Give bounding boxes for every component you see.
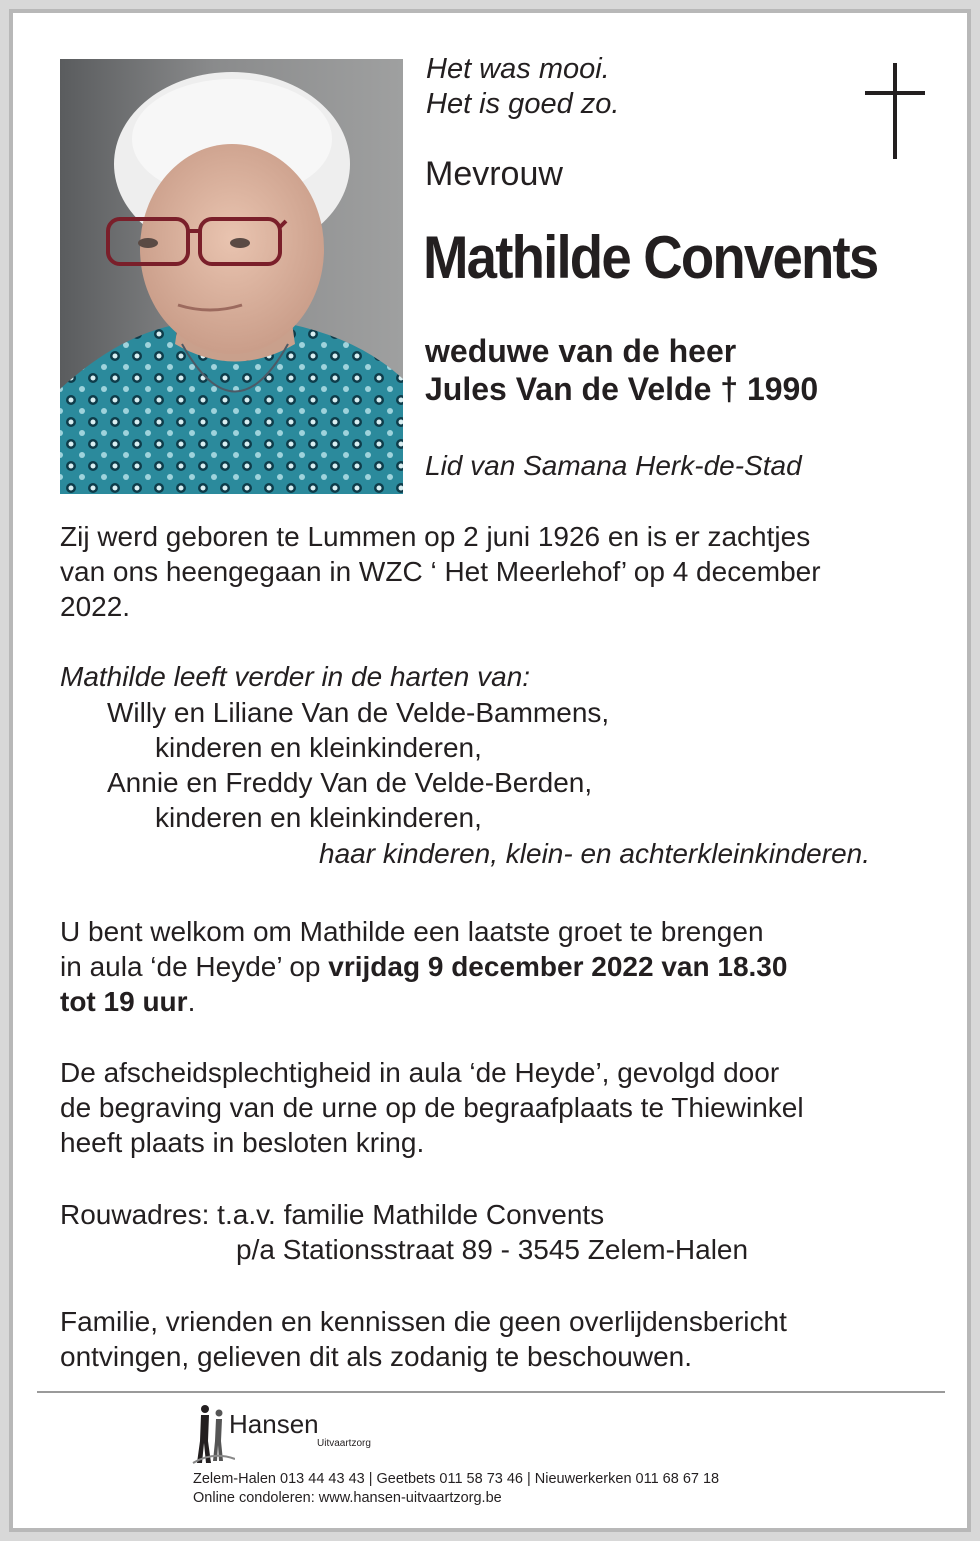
motto-line-1: Het was mooi. (426, 53, 610, 85)
notice-line-2: ontvingen, gelieven dit als zodanig te beschouwen. (60, 1341, 692, 1372)
family-line: kinderen en kleinkinderen, (155, 802, 482, 833)
family-intro: Mathilde leeft verder in de harten van: (60, 661, 531, 692)
visit-line-3 (60, 986, 195, 1018)
footer-divider (37, 1391, 945, 1393)
widow-line-2: Jules Van de Velde † 1990 (425, 371, 819, 407)
visit-end-time: tot 19 uur (60, 986, 188, 1017)
portrait-illustration (60, 59, 403, 494)
obituary-card (9, 9, 971, 1532)
birth-line-1: Zij werd geboren te Lummen op 2 juni 1926 en is er zachtjes (60, 521, 811, 552)
family-line: Annie en Freddy Van de Velde-Berden, (107, 767, 593, 798)
notice-line-1: Familie, vrienden en kennissen die geen overlijdensbericht (60, 1306, 787, 1337)
address-line-1: Rouwadres: t.a.v. familie Mathilde Convents (60, 1199, 605, 1230)
ceremony-line-2: de begraving van de urne op de begraafplaats te Thiewinkel (60, 1092, 804, 1123)
visit-line-2 (60, 951, 787, 983)
portrait-photo (60, 59, 403, 494)
cross-icon (865, 63, 925, 163)
visit-date-time: vrijdag 9 december 2022 van 18.30 (328, 951, 788, 982)
birth-line-2: van ons heengegaan in WZC ‘ Het Meerlehof’ op 4 december (60, 556, 821, 587)
birth-line-3: 2022. (60, 591, 131, 622)
family-closing: haar kinderen, klein- en achterkleinkinderen. (319, 838, 870, 869)
visit-line-1: U bent welkom om Mathilde een laatste groet te brengen (60, 916, 764, 947)
logo-subtitle: Uitvaartzorg (317, 1438, 371, 1449)
footer-online-link[interactable]: Online condoleren: www.hansen-uitvaartzorg.be (193, 1490, 502, 1506)
visit-line-2-plain: in aula ‘de Heyde’ op (60, 951, 329, 982)
visit-line-3-plain: . (187, 986, 196, 1017)
salutation: Mevrouw (425, 155, 563, 193)
widow-line-1: weduwe van de heer (425, 333, 737, 369)
ceremony-line-3: heeft plaats in besloten kring. (60, 1127, 425, 1158)
family-line: Willy en Liliane Van de Velde-Bammens, (107, 697, 610, 728)
hansen-logo (191, 1401, 391, 1465)
footer-contacts: Zelem-Halen 013 44 43 43 | Geetbets 011 58 73 46 | Nieuwerkerken 011 68 67 18 (193, 1471, 720, 1487)
deceased-name: Mathilde Convents (423, 224, 878, 291)
address-line-2: p/a Stationsstraat 89 - 3545 Zelem-Halen (236, 1234, 749, 1265)
family-line: kinderen en kleinkinderen, (155, 732, 482, 763)
ceremony-line-1: De afscheidsplechtigheid in aula ‘de Heyde’, gevolgd door (60, 1057, 780, 1088)
motto-line-2: Het is goed zo. (426, 88, 620, 120)
membership: Lid van Samana Herk-de-Stad (425, 450, 802, 481)
logo-name: Hansen (229, 1409, 319, 1439)
